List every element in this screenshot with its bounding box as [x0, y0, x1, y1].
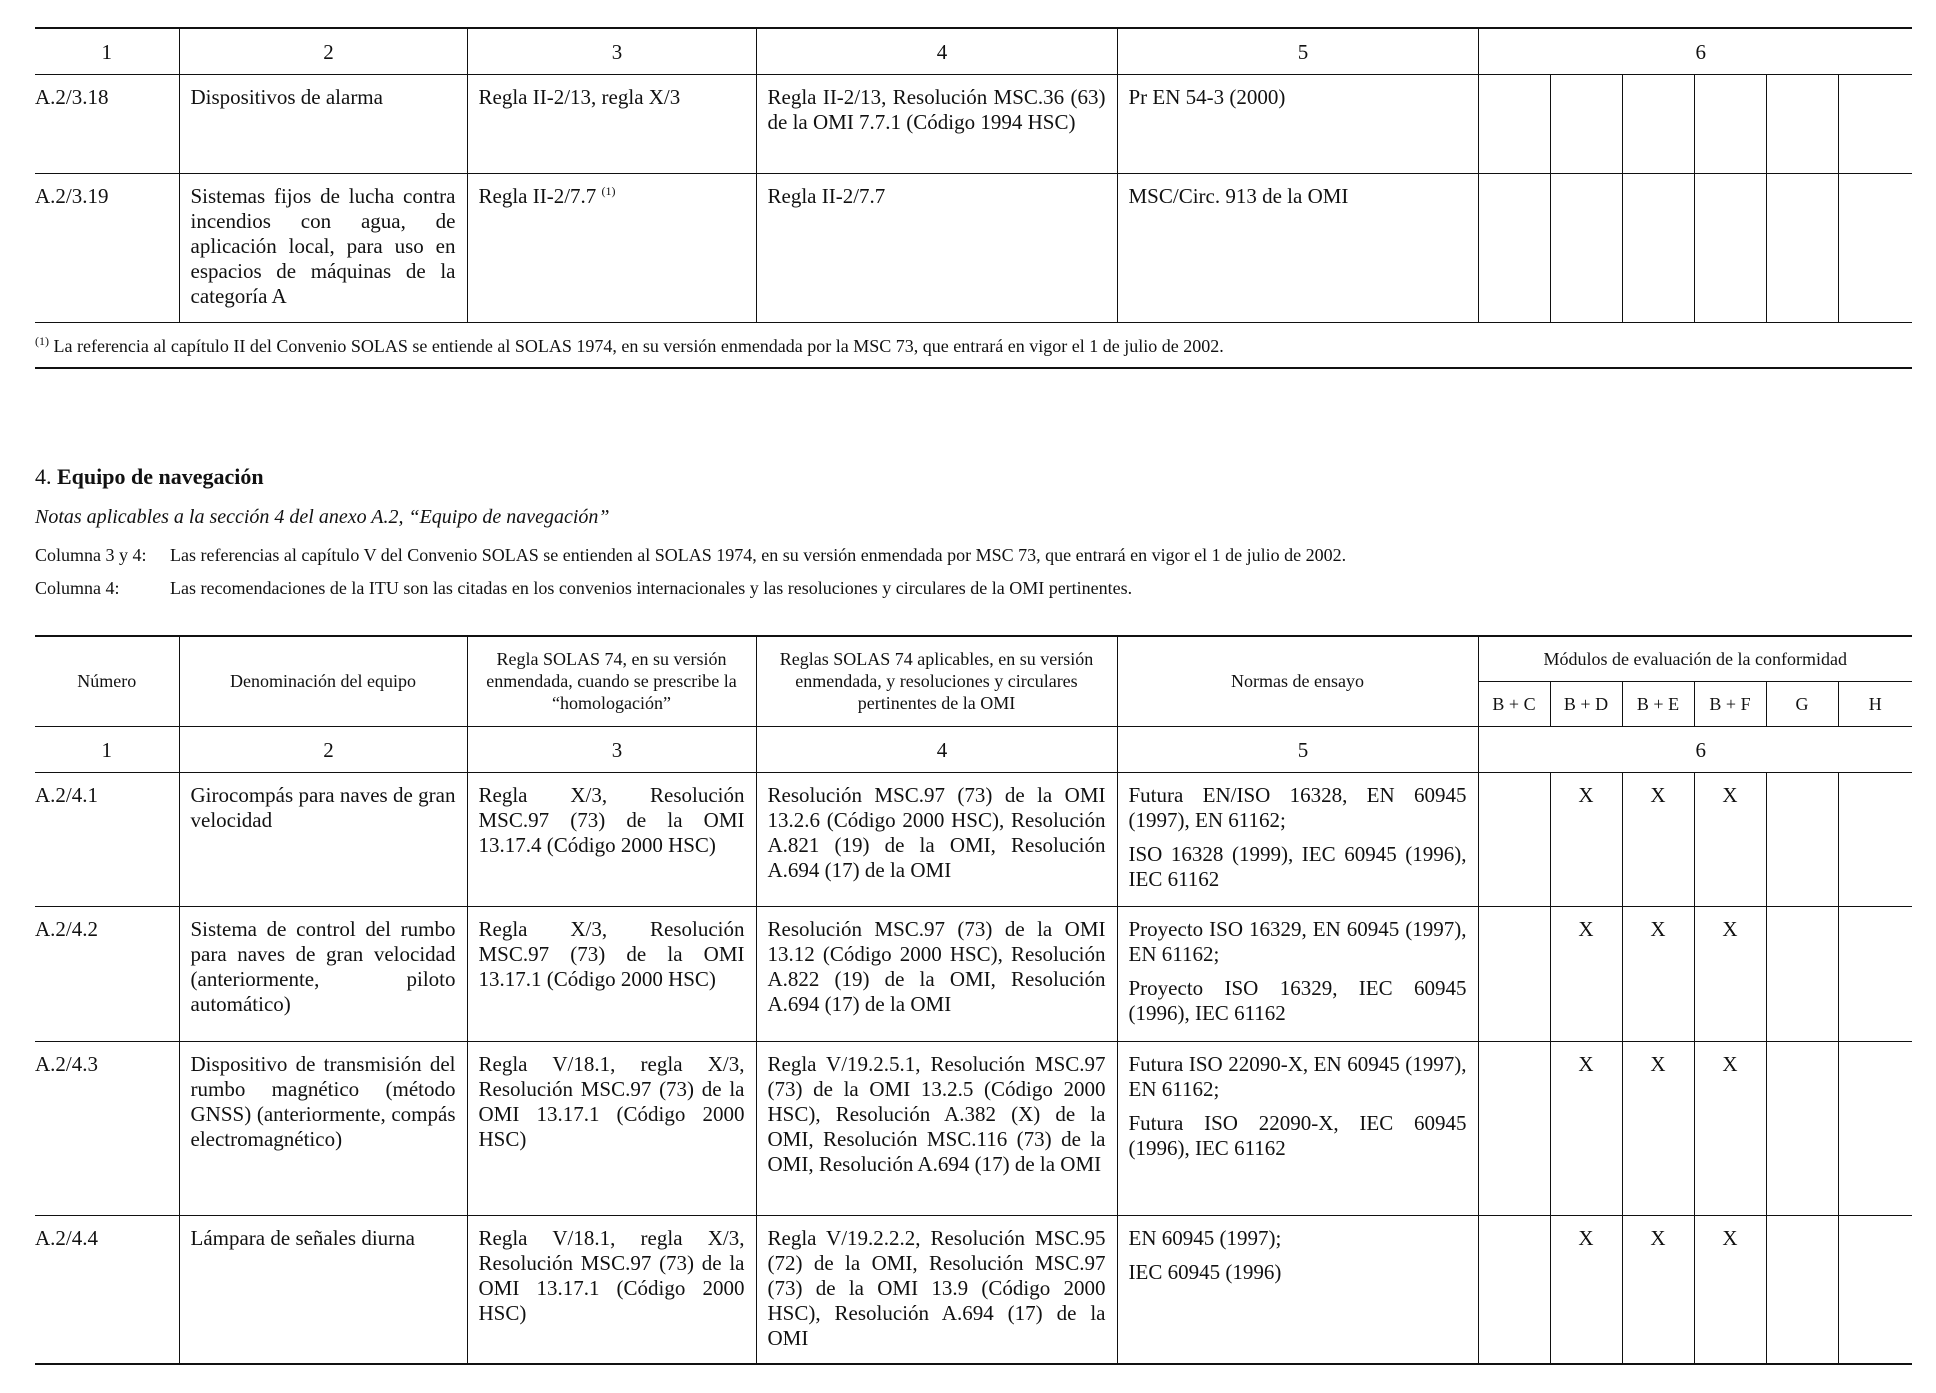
note-line: [35, 578, 1132, 599]
module-mark: X: [1694, 772, 1766, 906]
footnote-ref: (1): [601, 184, 616, 198]
note-text: Las referencias al capítulo V del Convenio SOLAS se entienden al SOLAS 1974, en su versión enmendada por MSC 73, que entrará en vigor el 1 de julio de 2002.: [170, 545, 1347, 565]
module-mark: X: [1622, 772, 1694, 906]
equipment-name: Dispositivos de alarma: [179, 75, 467, 174]
footnote-text: La referencia al capítulo II del Convenio SOLAS se entiende al SOLAS 1974, en su versión enmendada por la MSC 73, que entrará en vigor el 1 de julio de 2002.: [53, 336, 1224, 356]
standard-en: Futura ISO 22090-X, EN 60945 (1997), EN 61162;: [1128, 1051, 1467, 1101]
nav-table: [35, 635, 1912, 1365]
module-cell: [1838, 75, 1912, 174]
module-mark: [1766, 906, 1838, 1041]
module-mark: [1766, 1041, 1838, 1215]
applicable-regulations: Regla II-2/13, Resolución MSC.36 (63) de la OMI 7.7.1 (Código 1994 HSC): [756, 75, 1117, 174]
module-mark: [1766, 1215, 1838, 1364]
module-cell: [1550, 174, 1622, 323]
module-mark: [1766, 772, 1838, 906]
module-mark: [1838, 1041, 1912, 1215]
module-mark: [1838, 772, 1912, 906]
module-mark: [1478, 1041, 1550, 1215]
regulation-text: Regla II-2/7.7: [478, 184, 597, 208]
nav-table-wrapper: [35, 635, 1912, 1365]
module-cell: [1838, 174, 1912, 323]
module-mark: X: [1622, 1041, 1694, 1215]
column-number-row: [35, 726, 1912, 772]
column-number-row: [35, 28, 1912, 75]
module-cell: [1694, 75, 1766, 174]
section-title: Equipo de navegación: [57, 464, 264, 489]
module-mark: X: [1694, 906, 1766, 1041]
equipment-name: Dispositivo de transmisión del rumbo magnético (método GNSS) (anteriormente, compás electromagnético): [179, 1041, 467, 1215]
module-header: H: [1838, 681, 1912, 726]
footnote-row: [35, 323, 1912, 369]
module-header: B + E: [1622, 681, 1694, 726]
module-header: B + F: [1694, 681, 1766, 726]
table-row: [35, 174, 1912, 323]
row-number: A.2/4.4: [35, 1225, 98, 1250]
test-standards: [1117, 1041, 1478, 1215]
col-number: 1: [35, 726, 179, 772]
module-cell: [1766, 174, 1838, 323]
module-mark: X: [1550, 906, 1622, 1041]
module-mark: [1838, 906, 1912, 1041]
standard-iec: Futura ISO 22090-X, IEC 60945 (1996), IEC 61162: [1128, 1110, 1467, 1160]
row-number: A.2/4.2: [35, 906, 179, 1041]
equipment-name: Sistema de control del rumbo para naves de gran velocidad (anteriormente, piloto automático): [179, 906, 467, 1041]
col-number: 5: [1117, 726, 1478, 772]
row-number: A.2/4.1: [35, 772, 179, 906]
standard-en: EN 60945 (1997);: [1128, 1225, 1282, 1250]
applicable-regulations: Regla V/19.2.5.1, Resolución MSC.97 (73) de la OMI 13.2.5 (Código 2000 HSC), Resolución A.382 (X) de la OMI, Resolución MSC.116 (73) de la OMI, Resolución A.694 (17) de la OMI: [756, 1041, 1117, 1215]
test-standards: [1117, 772, 1478, 906]
col-number: 3: [467, 726, 756, 772]
section-heading: [35, 464, 264, 490]
module-cell: [1766, 75, 1838, 174]
note-line: [35, 545, 1346, 566]
col-number: 2: [179, 28, 467, 75]
col-number: 4: [756, 28, 1117, 75]
header-solas-regulation: Regla SOLAS 74, en su versión enmendada, cuando se prescribe la “homologación”: [467, 636, 756, 726]
module-cell: [1694, 174, 1766, 323]
module-mark: [1478, 1215, 1550, 1364]
table-row: [35, 772, 1912, 906]
solas-regulation: Regla V/18.1, regla X/3, Resolución MSC.97 (73) de la OMI 13.17.1 (Código 2000 HSC): [467, 1215, 756, 1364]
test-standards: [1117, 1215, 1478, 1364]
module-header: B + D: [1550, 681, 1622, 726]
module-header: B + C: [1478, 681, 1550, 726]
module-mark: X: [1622, 1215, 1694, 1364]
header-modules: Módulos de evaluación de la conformidad: [1478, 636, 1912, 681]
applicable-regulations: Regla V/19.2.2.2, Resolución MSC.95 (72) de la OMI, Resolución MSC.97 (73) de la OMI 13.9 (Código 2000 HSC), Resolución A.694 (17) de la OMI: [756, 1215, 1117, 1364]
notes-title: Notas aplicables a la sección 4 del anexo A.2, “Equipo de navegación”: [35, 506, 610, 528]
standard-en: Futura EN/ISO 16328, EN 60945 (1997), EN 61162;: [1128, 782, 1467, 832]
top-table-wrapper: [35, 27, 1912, 369]
note-key: Columna 3 y 4:: [35, 545, 147, 565]
test-standards: MSC/Circ. 913 de la OMI: [1117, 174, 1478, 323]
header-number: Número: [35, 636, 179, 726]
col-number: 5: [1117, 28, 1478, 75]
module-mark: X: [1550, 1215, 1622, 1364]
table-row: [35, 1215, 1912, 1364]
table-row: [35, 75, 1912, 174]
footnote-mark: (1): [35, 334, 49, 348]
module-mark: X: [1550, 772, 1622, 906]
solas-regulation: [467, 174, 756, 323]
applicable-regulations: Regla II-2/7.7: [756, 174, 1117, 323]
section-number: 4.: [35, 464, 52, 489]
applicable-regulations: Resolución MSC.97 (73) de la OMI 13.2.6 (Código 2000 HSC), Resolución A.821 (19) de la OMI, Resolución A.694 (17) de la OMI: [756, 772, 1117, 906]
module-cell: [1478, 174, 1550, 323]
table-row: [35, 906, 1912, 1041]
standard-iec: IEC 60945 (1996): [1128, 1259, 1282, 1284]
module-cell: [1478, 75, 1550, 174]
module-cell: [1622, 75, 1694, 174]
header-equipment: Denominación del equipo: [179, 636, 467, 726]
module-mark: X: [1694, 1041, 1766, 1215]
col-number: 4: [756, 726, 1117, 772]
module-cell: [1550, 75, 1622, 174]
module-cell: [1622, 174, 1694, 323]
test-standards: [1117, 906, 1478, 1041]
solas-regulation: Regla II-2/13, regla X/3: [467, 75, 756, 174]
col-number: 6: [1478, 28, 1912, 75]
row-number: A.2/3.19: [35, 184, 109, 208]
module-mark: X: [1694, 1215, 1766, 1364]
standard-en: Proyecto ISO 16329, EN 60945 (1997), EN 61162;: [1128, 916, 1467, 966]
row-number: A.2/4.3: [35, 1041, 179, 1215]
module-mark: [1838, 1215, 1912, 1364]
applicable-regulations: Resolución MSC.97 (73) de la OMI 13.12 (Código 2000 HSC), Resolución A.822 (19) de la OMI, Resolución A.694 (17) de la OMI: [756, 906, 1117, 1041]
module-mark: [1478, 906, 1550, 1041]
standard-iec: ISO 16328 (1999), IEC 60945 (1996), IEC 61162: [1128, 841, 1467, 891]
solas-regulation: Regla X/3, Resolución MSC.97 (73) de la OMI 13.17.4 (Código 2000 HSC): [467, 772, 756, 906]
table-row: [35, 1041, 1912, 1215]
equipment-name: Sistemas fijos de lucha contra incendios con agua, de aplicación local, para uso en espacios de máquinas de la categoría A: [179, 174, 467, 323]
header-row: [35, 636, 1912, 681]
test-standards: Pr EN 54-3 (2000): [1117, 75, 1478, 174]
header-applicable-regulations: Reglas SOLAS 74 aplicables, en su versión enmendada, y resoluciones y circulares pertinentes de la OMI: [756, 636, 1117, 726]
row-number: A.2/3.18: [35, 75, 179, 174]
header-test-standards: Normas de ensayo: [1117, 636, 1478, 726]
equipment-name: Girocompás para naves de gran velocidad: [179, 772, 467, 906]
col-number: 3: [467, 28, 756, 75]
equipment-name: Lámpara de señales diurna: [179, 1215, 467, 1364]
note-key: Columna 4:: [35, 578, 120, 598]
col-number: 6: [1478, 726, 1912, 772]
standard-iec: Proyecto ISO 16329, IEC 60945 (1996), IEC 61162: [1128, 975, 1467, 1025]
top-table: [35, 27, 1912, 369]
footnote: [35, 323, 1912, 369]
solas-regulation: Regla V/18.1, regla X/3, Resolución MSC.97 (73) de la OMI 13.17.1 (Código 2000 HSC): [467, 1041, 756, 1215]
note-text: Las recomendaciones de la ITU son las citadas en los convenios internacionales y las resoluciones y circulares de la OMI pertinentes.: [170, 578, 1133, 598]
module-mark: [1478, 772, 1550, 906]
col-number: 2: [179, 726, 467, 772]
solas-regulation: Regla X/3, Resolución MSC.97 (73) de la OMI 13.17.1 (Código 2000 HSC): [467, 906, 756, 1041]
module-header: G: [1766, 681, 1838, 726]
col-number: 1: [35, 28, 179, 75]
module-mark: X: [1622, 906, 1694, 1041]
module-mark: X: [1550, 1041, 1622, 1215]
